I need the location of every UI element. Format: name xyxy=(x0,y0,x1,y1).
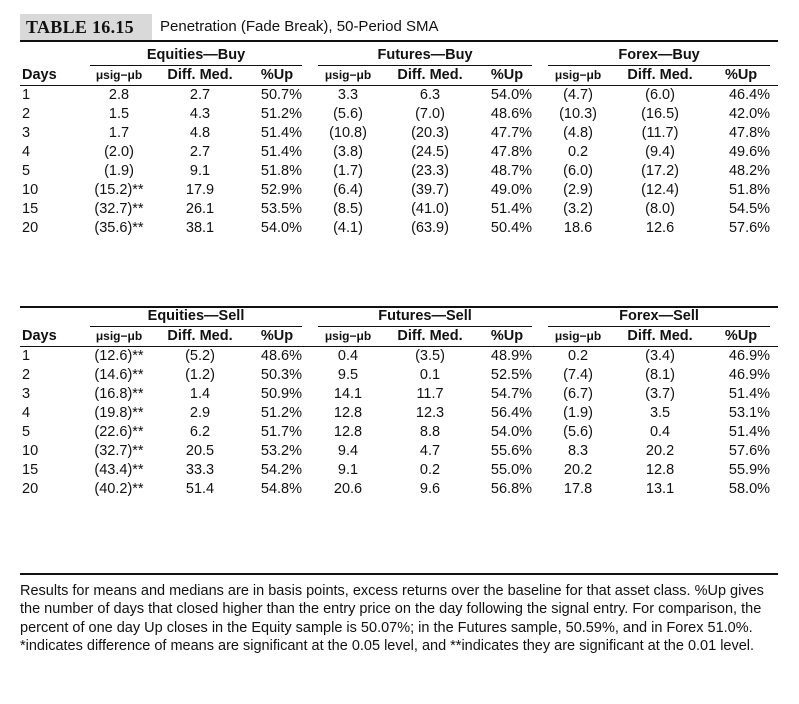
cell-diff-med: (12.4) xyxy=(641,182,679,198)
cell-pct-up: 53.2% xyxy=(260,443,303,459)
cell-diff-med: 2.7 xyxy=(189,87,211,103)
cell-mu: 3.3 xyxy=(337,87,359,103)
cell-diff-med: (24.5) xyxy=(411,144,449,160)
cell-mu: (2.9) xyxy=(563,182,593,198)
cell-pct-up: 51.2% xyxy=(260,405,303,421)
cell-pct-up: 57.6% xyxy=(728,220,771,236)
header-mu: μsig−μb xyxy=(554,68,602,82)
cell-diff-med: 17.9 xyxy=(185,182,215,198)
header-pct-up: %Up xyxy=(724,67,758,83)
table-row xyxy=(20,423,778,442)
header-pct-up: %Up xyxy=(724,328,758,344)
cell-diff-med: (16.5) xyxy=(641,106,679,122)
cell-diff-med: 9.6 xyxy=(419,481,441,497)
header-mu: μsig−μb xyxy=(324,68,372,82)
cell-diff-med: 3.5 xyxy=(649,405,671,421)
cell-diff-med: (3.4) xyxy=(645,348,675,364)
column-header-row xyxy=(20,66,778,86)
cell-days: 1 xyxy=(22,348,31,364)
cell-mu: (3.2) xyxy=(563,201,593,217)
buy-table xyxy=(20,46,778,238)
cell-mu: 17.8 xyxy=(563,481,593,497)
cell-mu: 9.1 xyxy=(337,462,359,478)
cell-mu: (22.6)** xyxy=(94,424,144,440)
cell-pct-up: 50.9% xyxy=(260,386,303,402)
cell-mu: 9.5 xyxy=(337,367,359,383)
cell-mu: (19.8)** xyxy=(94,405,144,421)
cell-pct-up: 55.9% xyxy=(728,462,771,478)
cell-days: 4 xyxy=(22,144,31,160)
cell-pct-up: 47.8% xyxy=(728,125,771,141)
header-pct-up: %Up xyxy=(260,67,294,83)
cell-pct-up: 52.5% xyxy=(490,367,533,383)
cell-pct-up: 51.8% xyxy=(728,182,771,198)
cell-pct-up: 54.0% xyxy=(490,424,533,440)
buy-table-body xyxy=(20,86,778,239)
cell-pct-up: 51.4% xyxy=(260,125,303,141)
header-diff-med: Diff. Med. xyxy=(627,67,693,83)
table-row xyxy=(20,404,778,423)
cell-diff-med: 20.2 xyxy=(645,443,675,459)
table-notes xyxy=(20,582,780,656)
table-row xyxy=(20,162,778,181)
table-row xyxy=(20,105,778,124)
cell-pct-up: 51.4% xyxy=(490,201,533,217)
cell-diff-med: 6.2 xyxy=(189,424,211,440)
cell-pct-up: 51.4% xyxy=(728,424,771,440)
cell-mu: 9.4 xyxy=(337,443,359,459)
cell-days: 1 xyxy=(22,87,31,103)
table-row xyxy=(20,442,778,461)
cell-pct-up: 58.0% xyxy=(728,481,771,497)
cell-mu: (5.6) xyxy=(333,106,363,122)
cell-mu: (10.3) xyxy=(559,106,597,122)
cell-diff-med: (7.0) xyxy=(415,106,445,122)
header-mu: μsig−μb xyxy=(554,329,602,343)
cell-diff-med: (6.0) xyxy=(645,87,675,103)
cell-diff-med: 20.5 xyxy=(185,443,215,459)
cell-days: 5 xyxy=(22,424,31,440)
header-days: Days xyxy=(22,67,57,83)
table-row xyxy=(20,480,778,499)
cell-mu: (43.4)** xyxy=(94,462,144,478)
header-diff-med: Diff. Med. xyxy=(397,328,463,344)
header-mu: μsig−μb xyxy=(95,68,143,82)
cell-diff-med: (5.2) xyxy=(185,348,215,364)
cell-days: 3 xyxy=(22,125,31,141)
cell-pct-up: 57.6% xyxy=(728,443,771,459)
cell-diff-med: 26.1 xyxy=(185,201,215,217)
cell-diff-med: 2.9 xyxy=(189,405,211,421)
cell-diff-med: 13.1 xyxy=(645,481,675,497)
table-title: Penetration (Fade Break), 50-Period SMA xyxy=(160,18,439,35)
cell-mu: (6.4) xyxy=(333,182,363,198)
cell-mu: (40.2)** xyxy=(94,481,144,497)
cell-mu: 12.8 xyxy=(333,424,363,440)
cell-diff-med: 0.2 xyxy=(419,462,441,478)
cell-mu: 0.4 xyxy=(337,348,359,364)
cell-mu: (16.8)** xyxy=(94,386,144,402)
cell-pct-up: 47.8% xyxy=(490,144,533,160)
cell-pct-up: 51.4% xyxy=(260,144,303,160)
cell-mu: (32.7)** xyxy=(94,201,144,217)
cell-mu: 2.8 xyxy=(108,87,130,103)
cell-mu: (2.0) xyxy=(104,144,134,160)
header-days: Days xyxy=(22,328,57,344)
cell-mu: (3.8) xyxy=(333,144,363,160)
cell-pct-up: 49.6% xyxy=(728,144,771,160)
table-title-bar xyxy=(20,14,778,42)
cell-diff-med: 12.6 xyxy=(645,220,675,236)
cell-diff-med: 2.7 xyxy=(189,144,211,160)
cell-diff-med: 6.3 xyxy=(419,87,441,103)
cell-diff-med: (17.2) xyxy=(641,163,679,179)
cell-pct-up: 50.4% xyxy=(490,220,533,236)
cell-pct-up: 54.7% xyxy=(490,386,533,402)
cell-diff-med: 0.4 xyxy=(649,424,671,440)
cell-mu: 18.6 xyxy=(563,220,593,236)
cell-mu: 1.7 xyxy=(108,125,130,141)
table-bottom-rule xyxy=(20,573,778,575)
cell-diff-med: (39.7) xyxy=(411,182,449,198)
cell-mu: 14.1 xyxy=(333,386,363,402)
cell-mu: 0.2 xyxy=(567,144,589,160)
table-row xyxy=(20,124,778,143)
cell-pct-up: 54.0% xyxy=(260,220,303,236)
cell-diff-med: 12.8 xyxy=(645,462,675,478)
header-mu: μsig−μb xyxy=(324,329,372,343)
table-row xyxy=(20,347,778,367)
cell-pct-up: 51.4% xyxy=(728,386,771,402)
table-row xyxy=(20,181,778,200)
cell-diff-med: (8.0) xyxy=(645,201,675,217)
cell-mu: 20.6 xyxy=(333,481,363,497)
cell-mu: (32.7)** xyxy=(94,443,144,459)
group-header-futures-buy: Futures—Buy xyxy=(310,46,540,66)
cell-pct-up: 51.2% xyxy=(260,106,303,122)
cell-diff-med: 4.3 xyxy=(189,106,211,122)
table-row xyxy=(20,143,778,162)
cell-diff-med: 33.3 xyxy=(185,462,215,478)
cell-pct-up: 48.6% xyxy=(260,348,303,364)
cell-diff-med: 12.3 xyxy=(415,405,445,421)
table-row xyxy=(20,385,778,404)
cell-diff-med: (3.5) xyxy=(415,348,445,364)
cell-pct-up: 51.7% xyxy=(260,424,303,440)
group-spacer xyxy=(20,46,82,66)
header-pct-up: %Up xyxy=(490,328,524,344)
cell-diff-med: 4.7 xyxy=(419,443,441,459)
header-diff-med: Diff. Med. xyxy=(627,328,693,344)
group-header-forex-sell: Forex—Sell xyxy=(540,307,778,327)
cell-mu: 8.3 xyxy=(567,443,589,459)
cell-diff-med: 0.1 xyxy=(419,367,441,383)
sell-table xyxy=(20,307,778,499)
group-header-equities-sell: Equities—Sell xyxy=(82,307,310,327)
cell-mu: 1.5 xyxy=(108,106,130,122)
note-significance: *indicates difference of means are significant at the 0.05 level, and **indicates they are significant at the 0.01 level. xyxy=(20,638,755,655)
cell-pct-up: 52.9% xyxy=(260,182,303,198)
cell-pct-up: 48.6% xyxy=(490,106,533,122)
cell-diff-med: (1.2) xyxy=(185,367,215,383)
header-diff-med: Diff. Med. xyxy=(167,328,233,344)
cell-pct-up: 50.3% xyxy=(260,367,303,383)
note-paragraph: Results for means and medians are in basis points, excess returns over the baseline for that asset class. %Up gives the number of days that closed higher than the entry price on the day following the signal entry. For comparison, the percent of one day Up closes in the Equity sample is 50.07%; in the Futures sample, 50.59%, and in Forex 51.0%. xyxy=(20,583,764,636)
sell-table-body xyxy=(20,347,778,500)
group-header-futures-sell: Futures—Sell xyxy=(310,307,540,327)
cell-mu: 20.2 xyxy=(563,462,593,478)
group-header-forex-buy: Forex—Buy xyxy=(540,46,778,66)
cell-mu: (10.8) xyxy=(329,125,367,141)
cell-days: 20 xyxy=(22,481,39,497)
cell-pct-up: 50.7% xyxy=(260,87,303,103)
column-header-row xyxy=(20,327,778,347)
table-row xyxy=(20,461,778,480)
cell-pct-up: 46.9% xyxy=(728,348,771,364)
cell-mu: (6.0) xyxy=(563,163,593,179)
cell-pct-up: 55.6% xyxy=(490,443,533,459)
cell-diff-med: 4.8 xyxy=(189,125,211,141)
group-header-equities-buy: Equities—Buy xyxy=(82,46,310,66)
cell-days: 5 xyxy=(22,163,31,179)
cell-days: 4 xyxy=(22,405,31,421)
cell-pct-up: 53.5% xyxy=(260,201,303,217)
cell-diff-med: (20.3) xyxy=(411,125,449,141)
cell-pct-up: 48.7% xyxy=(490,163,533,179)
group-spacer xyxy=(20,307,82,327)
cell-mu: 0.2 xyxy=(567,348,589,364)
cell-mu: (5.6) xyxy=(563,424,593,440)
cell-mu: (6.7) xyxy=(563,386,593,402)
cell-days: 10 xyxy=(22,182,39,198)
cell-mu: (8.5) xyxy=(333,201,363,217)
cell-mu: (4.8) xyxy=(563,125,593,141)
cell-diff-med: 9.1 xyxy=(189,163,211,179)
cell-diff-med: 51.4 xyxy=(185,481,215,497)
cell-diff-med: (63.9) xyxy=(411,220,449,236)
cell-pct-up: 54.2% xyxy=(260,462,303,478)
cell-mu: (7.4) xyxy=(563,367,593,383)
cell-mu: (35.6)** xyxy=(94,220,144,236)
cell-pct-up: 56.8% xyxy=(490,481,533,497)
cell-pct-up: 48.9% xyxy=(490,348,533,364)
cell-diff-med: (41.0) xyxy=(411,201,449,217)
table-label-box xyxy=(20,14,152,40)
cell-diff-med: 11.7 xyxy=(416,386,444,402)
cell-days: 10 xyxy=(22,443,39,459)
cell-pct-up: 56.4% xyxy=(490,405,533,421)
cell-pct-up: 46.9% xyxy=(728,367,771,383)
cell-pct-up: 47.7% xyxy=(490,125,533,141)
cell-diff-med: (11.7) xyxy=(641,125,679,141)
header-pct-up: %Up xyxy=(260,328,294,344)
cell-diff-med: (3.7) xyxy=(645,386,675,402)
cell-pct-up: 42.0% xyxy=(728,106,771,122)
cell-mu: 12.8 xyxy=(333,405,363,421)
cell-mu: (15.2)** xyxy=(94,182,144,198)
cell-days: 15 xyxy=(22,462,39,478)
cell-diff-med: 38.1 xyxy=(185,220,215,236)
cell-mu: (12.6)** xyxy=(94,348,144,364)
cell-pct-up: 54.5% xyxy=(728,201,771,217)
header-mu: μsig−μb xyxy=(95,329,143,343)
header-diff-med: Diff. Med. xyxy=(167,67,233,83)
table-row xyxy=(20,200,778,219)
cell-pct-up: 49.0% xyxy=(490,182,533,198)
cell-mu: (1.9) xyxy=(563,405,593,421)
cell-pct-up: 48.2% xyxy=(728,163,771,179)
cell-diff-med: (23.3) xyxy=(411,163,449,179)
cell-pct-up: 54.8% xyxy=(260,481,303,497)
cell-mu: (1.7) xyxy=(333,163,363,179)
table-row xyxy=(20,366,778,385)
cell-days: 20 xyxy=(22,220,39,236)
cell-days: 15 xyxy=(22,201,39,217)
section-divider xyxy=(20,306,778,308)
cell-mu: (4.1) xyxy=(333,220,363,236)
table-row xyxy=(20,219,778,238)
cell-mu: (14.6)** xyxy=(94,367,144,383)
cell-diff-med: 8.8 xyxy=(419,424,441,440)
header-diff-med: Diff. Med. xyxy=(397,67,463,83)
cell-days: 2 xyxy=(22,367,31,383)
table-row xyxy=(20,86,778,106)
cell-pct-up: 53.1% xyxy=(728,405,771,421)
cell-pct-up: 51.8% xyxy=(260,163,303,179)
header-pct-up: %Up xyxy=(490,67,524,83)
cell-days: 3 xyxy=(22,386,31,402)
cell-pct-up: 55.0% xyxy=(490,462,533,478)
cell-mu: (1.9) xyxy=(104,163,134,179)
cell-diff-med: 1.4 xyxy=(189,386,211,402)
table-label: TABLE 16.15 xyxy=(26,17,134,37)
cell-diff-med: (8.1) xyxy=(645,367,675,383)
cell-pct-up: 54.0% xyxy=(490,87,533,103)
cell-pct-up: 46.4% xyxy=(728,87,771,103)
cell-mu: (4.7) xyxy=(563,87,593,103)
cell-diff-med: (9.4) xyxy=(645,144,675,160)
cell-days: 2 xyxy=(22,106,31,122)
